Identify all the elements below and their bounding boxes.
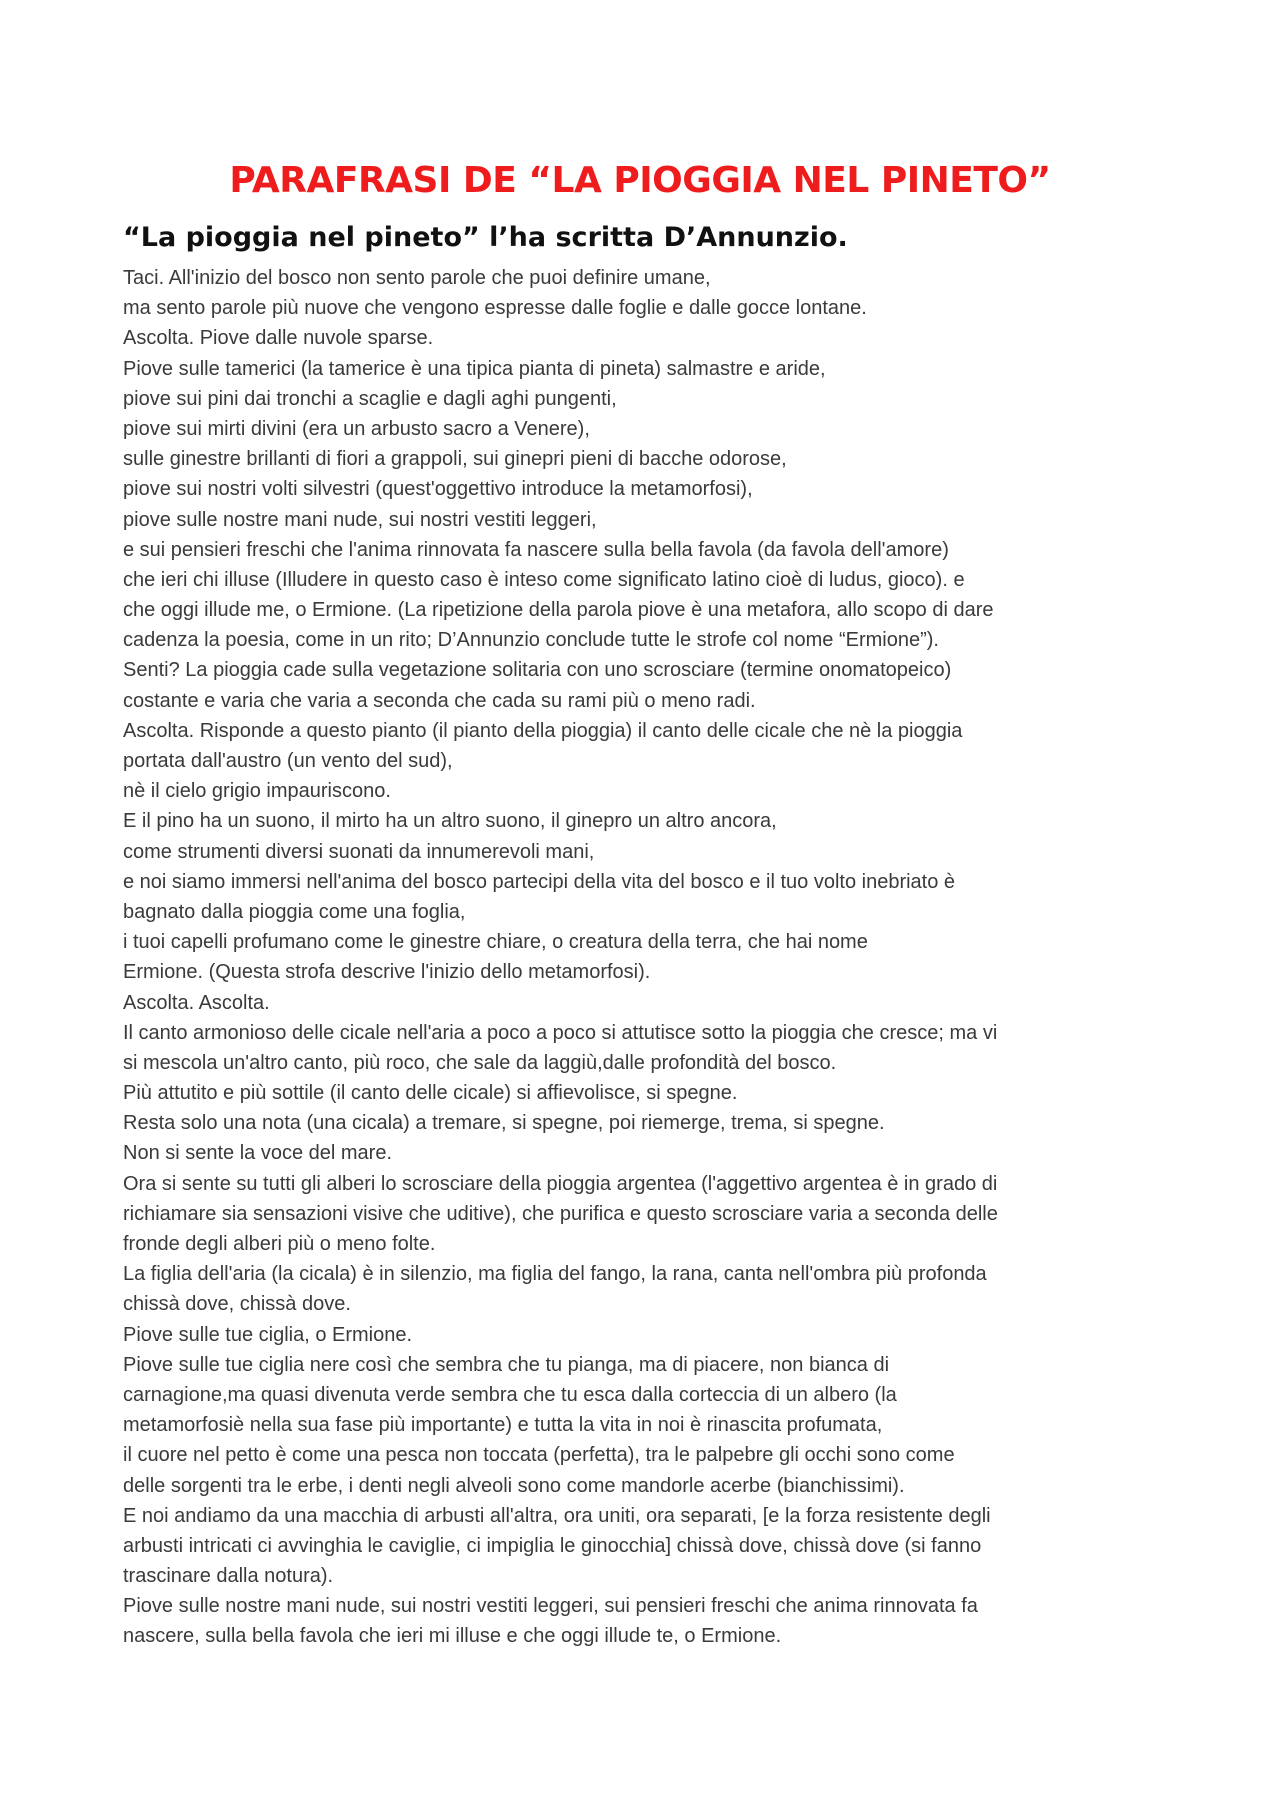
text-line: nascere, sulla bella favola che ieri mi illuse e che oggi illude te, o Ermione. <box>123 1625 782 1648</box>
text-line: piove sui pini dai tronchi a scaglie e dagli aghi pungenti, <box>123 387 617 410</box>
text-line: Piove sulle tue ciglia nere così che sembra che tu pianga, ma di piacere, non bianca di <box>123 1353 890 1376</box>
text-line: cadenza la poesia, come in un rito; D’Annunzio conclude tutte le strofe col nome “Ermione”). <box>123 629 939 652</box>
text-line: e sui pensieri freschi che l'anima rinnovata fa nascere sulla bella favola (da favola dell'amore) <box>123 538 949 561</box>
text-line: Piove sulle tue ciglia, o Ermione. <box>123 1323 413 1346</box>
text-line: E noi andiamo da una macchia di arbusti all'altra, ora uniti, ora separati, [e la forza resistente degli <box>123 1504 991 1527</box>
text-line: chissà dove, chissà dove. <box>123 1293 351 1316</box>
text-line: Ascolta. Ascolta. <box>123 991 270 1014</box>
text-line: richiamare sia sensazioni visive che uditive), che purifica e questo scrosciare varia a seconda delle <box>123 1202 998 1225</box>
text-line: trascinare dalla notura). <box>123 1565 334 1588</box>
text-line: Ermione. (Questa strofa descrive l'inizio dello metamorfosi). <box>123 961 651 984</box>
text-line: arbusti intricati ci avvinghia le caviglie, ci impiglia le ginocchia] chissà dove, chissà dove (si fanno <box>123 1534 982 1557</box>
text-line: i tuoi capelli profumano come le ginestre chiare, o creatura della terra, che hai nome <box>123 931 868 954</box>
text-line: Piove sulle nostre mani nude, sui nostri vestiti leggeri, sui pensieri freschi che anima rinnovata fa <box>123 1595 978 1618</box>
text-line: La figlia dell'aria (la cicala) è in silenzio, ma figlia del fango, la rana, canta nell'ombra più profonda <box>123 1263 987 1286</box>
text-line: Resta solo una nota (una cicala) a tremare, si spegne, poi riemerge, trema, si spegne. <box>123 1112 885 1135</box>
text-line: e noi siamo immersi nell'anima del bosco partecipi della vita del bosco e il tuo volto inebriato è <box>123 870 956 893</box>
text-line: portata dall'austro (un vento del sud), <box>123 750 453 772</box>
text-line: Ascolta. Piove dalle nuvole sparse. <box>123 327 434 350</box>
text-line: Il canto armonioso delle cicale nell'aria a poco a poco si attutisce sotto la pioggia che cresce; ma vi <box>123 1021 998 1044</box>
text-line: costante e varia che varia a seconda che cada su rami più o meno radi. <box>123 689 756 712</box>
text-line: sulle ginestre brillanti di fiori a grappoli, sui ginepri pieni di bacche odorose, <box>123 448 787 471</box>
text-line: che oggi illude me, o Ermione. (La ripetizione della parola piove è una metafora, allo scopo di dare <box>123 599 994 622</box>
text-line: metamorfosiè nella sua fase più importante) e tutta la vita in noi è rinascita profumata, <box>123 1414 883 1437</box>
text-line: che ieri chi illuse (Illudere in questo caso è inteso come significato latino cioè di ludus, gioco). e <box>123 568 965 591</box>
paraphrase-body <box>123 263 1183 1652</box>
text-line: Piove sulle tamerici (la tamerice è una tipica pianta di pineta) salmastre e aride, <box>123 357 826 380</box>
text-line: Ascolta. Risponde a questo pianto (il pianto della pioggia) il canto delle cicale che nè la pioggia <box>123 719 963 742</box>
text-line: piove sui nostri volti silvestri (quest'oggettivo introduce la metamorfosi), <box>123 478 753 501</box>
text-line: Più attutito e più sottile (il canto delle cicale) si affievolisce, si spegne. <box>123 1082 738 1105</box>
text-line: carnagione,ma quasi divenuta verde sembra che tu esca dalla corteccia di un albero (la <box>123 1383 897 1406</box>
text-line: come strumenti diversi suonati da innumerevoli mani, <box>123 840 595 863</box>
text-line: Taci. All'inizio del bosco non sento parole che puoi definire umane, <box>123 267 711 289</box>
text-line: nè il cielo grigio impauriscono. <box>123 780 391 803</box>
text-line: bagnato dalla pioggia come una foglia, <box>123 900 466 923</box>
text-line: Ora si sente su tutti gli alberi lo scrosciare della pioggia argentea (l'aggettivo argentea è in grado di <box>123 1172 998 1195</box>
text-line: si mescola un'altro canto, più roco, che sale da laggiù,dalle profondità del bosco. <box>123 1051 837 1074</box>
text-line: Non si sente la voce del mare. <box>123 1142 393 1165</box>
text-line: piove sulle nostre mani nude, sui nostri vestiti leggeri, <box>123 508 597 531</box>
document-title: PARAFRASI DE “LA PIOGGIA NEL PINETO” <box>229 160 1051 201</box>
text-line: Senti? La pioggia cade sulla vegetazione solitaria con uno scrosciare (termine onomatopeico) <box>123 659 952 682</box>
text-line: E il pino ha un suono, il mirto ha un altro suono, il ginepro un altro ancora, <box>123 810 777 833</box>
text-line: delle sorgenti tra le erbe, i denti negli alveoli sono come mandorle acerbe (bianchissimi). <box>123 1474 905 1497</box>
document-subtitle: “La pioggia nel pineto” l’ha scritta D’Annunzio. <box>123 222 848 253</box>
text-line: il cuore nel petto è come una pesca non toccata (perfetta), tra le palpebre gli occhi sono come <box>123 1444 955 1467</box>
text-line: ma sento parole più nuove che vengono espresse dalle foglie e dalle gocce lontane. <box>123 297 867 320</box>
text-line: piove sui mirti divini (era un arbusto sacro a Venere), <box>123 417 590 440</box>
text-line: fronde degli alberi più o meno folte. <box>123 1233 436 1255</box>
